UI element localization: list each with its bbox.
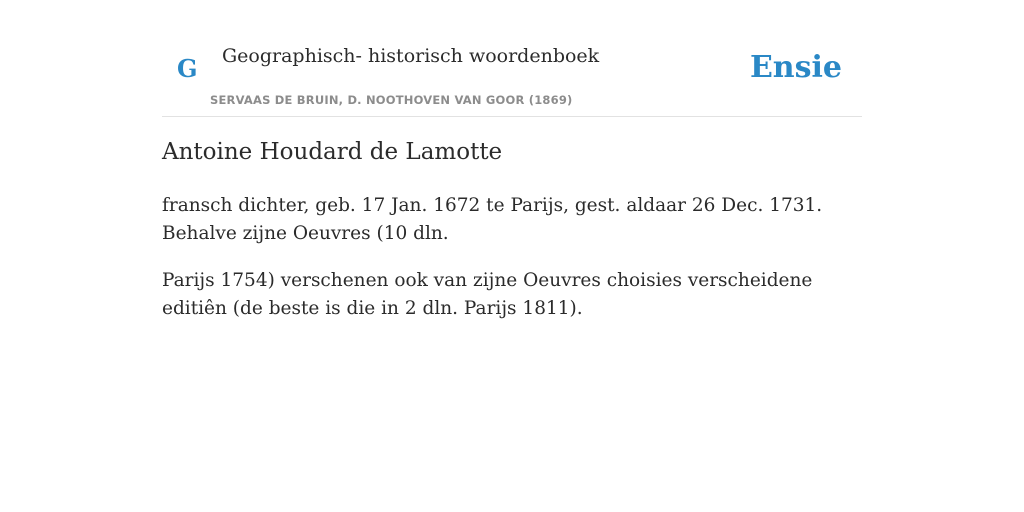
entry-paragraph: fransch dichter, geb. 17 Jan. 1672 te Parijs, gest. aldaar 26 Dec. 1731. Behalve zijne Oeuvres (10 dln. [162,195,823,244]
page-container [162,0,862,319]
book-authors: SERVAAS DE BRUIN, D. NOOTHOVEN VAN GOOR (1869) [210,93,573,107]
entry-paragraph: Parijs 1754) verschenen ook van zijne Oeuvres choisies verscheidene editiên (de beste is die in 2 dln. Parijs 1811). [162,270,813,319]
book-title-link[interactable]: Geographisch- historisch woordenboek [222,45,600,67]
ensie-brand-link[interactable]: Ensie [749,50,842,85]
book-logo-icon[interactable]: G [177,54,198,83]
entry-title: Antoine Houdard de Lamotte [162,139,503,165]
book-header [162,0,862,117]
